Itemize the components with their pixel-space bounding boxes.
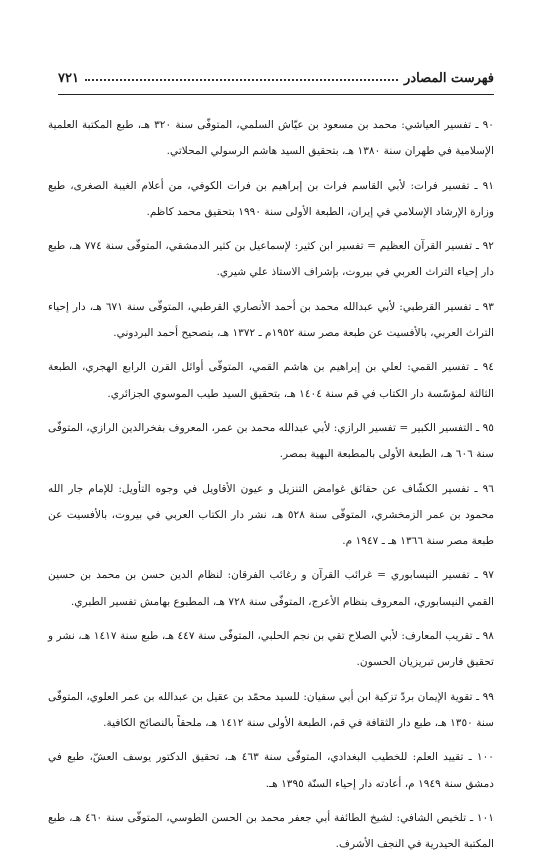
bibliography-list [48, 112, 494, 865]
bibliography-entry: ٩٢ ـ تفسير القرآن العظيم = تفسير ابن كثير: لإسماعيل بن كثير الدمشقي، المتوفّى سنة ٧٧٤ هـ، طبع دار إحياء التراث العربي في بيروت، بإشراف الاستاذ علي شيري. [48, 240, 494, 279]
page-header [58, 64, 494, 86]
page-number: ٧٢١ [58, 71, 79, 86]
bibliography-entry: ٩١ ـ تفسير فرات: لأبي القاسم فرات بن إبراهيم بن فرات الكوفي، من أعلام الغيبة الصغرى، طبع وزارة الإرشاد الإسلامي في إيران، الطبعة الأولى سنة ١٩٩٠ بتحقيق محمد كاظم. [48, 179, 494, 218]
bibliography-entry: ٩٦ ـ تفسير الكشّاف عن حقائق غوامض التنزيل و عيون الأقاويل في وجوه التأويل: للإمام جار الله محمود بن عمر الزمخشري، المتوفّى سنة ٥٢٨ هـ، نشر دار الكتاب العربي في بيروت، بالأفسيت عن طبعة مصر سنة ١٣٦٦ هـ ـ ١٩٤٧ م. [48, 482, 494, 548]
bibliography-entry: ٩٣ ـ تفسير القرطبي: لأبي عبدالله محمد بن أحمد الأنصاري القرطبي، المتوفّى سنة ٦٧١ هـ، دار إحياء التراث العربي، بالأفسيت عن طبعة مصر سنة ١٩٥٢م ـ ١٣٧٢ هـ، بتصحيح أحمد البردوني. [48, 300, 494, 340]
bibliography-entry: ١٠١ ـ تلخيص الشافي: لشيخ الطائفة أبي جعفر محمد بن الحسن الطوسي، المتوفّى سنة ٤٦٠ هـ، طبع المكتبة الحيدرية في النجف الأشرف. [48, 811, 494, 851]
dot-leader [85, 79, 398, 81]
bibliography-entry: ٩٨ ـ تقريب المعارف: لأبي الصلاح تقي بن نجم الحلبي، المتوفّى سنة ٤٤٧ هـ، طبع سنة ١٤١٧ هـ، نشر و تحقيق فارس تبريزيان الحسون. [48, 630, 494, 669]
bibliography-entry: ٩٠ ـ تفسير العياشي: محمد بن مسعود بن عيّاش السلمي، المتوفّى سنة ٣٢٠ هـ، طبع المكتبة العلمية الإسلامية في طهران سنة ١٣٨٠ هـ، بتحقيق السيد هاشم الرسولي المحلاتي. [48, 119, 494, 158]
bibliography-entry: ٩٩ ـ تقوية الإيمان بردّ تزكية ابن أبي سفيان: للسيد محمّد بن عقيل بن عبدالله بن عمر العلوي، المتوفّى سنة ١٣٥٠ هـ، طبع دار الثقافة في قم، الطبعة الأولى سنة ١٤١٢ هـ، ملحقاً بالنصائح الكافية. [48, 690, 494, 729]
header-rule [58, 94, 494, 95]
running-title: فهرست المصادر [404, 71, 494, 86]
bibliography-entry: ٩٤ ـ تفسير القمي: لعلي بن إبراهيم بن هاشم القمي، المتوفّى أوائل القرن الرابع الهجري، الطبعة الثالثة لمؤسّسة دار الكتاب في قم سنة ١٤٠٤ هـ، بتحقيق السيد طيب الموسوي الجزائري. [48, 361, 494, 400]
bibliography-entry: ٩٥ ـ التفسير الكبير = تفسير الرازي: لأبي عبدالله محمد بن عمر، المعروف بفخرالدين الرازي، المتوفّى سنة ٦٠٦ هـ، الطبعة الأولى بالمطبعة البهية بمصر. [48, 421, 494, 461]
bibliography-entry: ٩٧ ـ تفسير النيسابوري = غرائب القرآن و رغائب الفرقان: لنظام الدين حسن بن محمد بن حسين القمي النيسابوري، المعروف بنظام الأعرج، المتوفّى سنة ٧٢٨ هـ، المطبوع بهامش تفسير الطبري. [48, 569, 494, 608]
bibliography-entry: ١٠٠ ـ تقييد العلم: للخطيب البغدادي، المتوفّى سنة ٤٦٣ هـ، تحقيق الدكتور يوسف العشّ، طبع في دمشق سنة ١٩٤٩ م، أعادته دار إحياء السنّة ١٣٩٥ هـ. [48, 751, 494, 790]
